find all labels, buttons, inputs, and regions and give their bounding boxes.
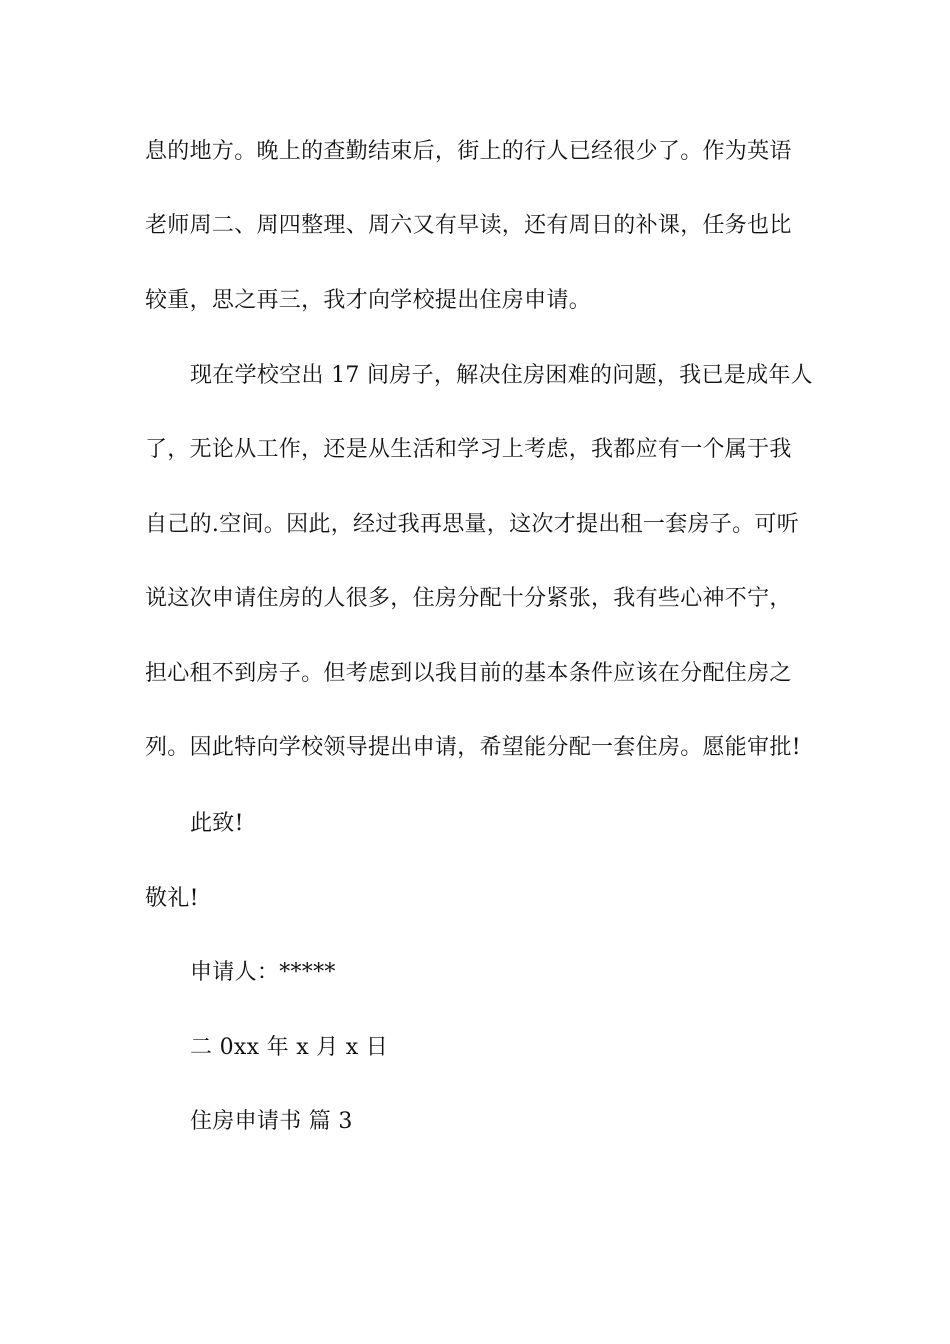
- body-line-3: 较重，思之再三，我才向学校提出住房申请。: [145, 288, 592, 313]
- body-line-9: 列。因此特向学校领导提出申请，希望能分配一套住房。愿能审批!: [145, 735, 801, 760]
- body-line-8: 担心租不到房子。但考虑到以我目前的基本条件应该在分配住房之: [145, 661, 792, 686]
- body-line-1: 息的地方。晚上的查勤结束后，街上的行人已经很少了。作为英语: [145, 139, 792, 164]
- body-line-6: 自己的.空间。因此，经过我再思量，这次才提出租一套房子。可听: [145, 512, 799, 537]
- closing-text: 此致!: [190, 811, 244, 836]
- body-line-5: 了，无论从工作，还是从生活和学习上考虑，我都应有一个属于我: [145, 437, 792, 462]
- applicant-signature: 申请人：*****: [190, 960, 336, 985]
- body-line-7: 说这次申请住房的人很多，住房分配十分紧张，我有些心神不宁，: [145, 586, 792, 611]
- next-section-title: 住房申请书 篇 3: [190, 1109, 353, 1134]
- salute-text: 敬礼!: [145, 886, 199, 911]
- date-line: 二 0xx 年 x 月 x 日: [190, 1035, 389, 1060]
- body-line-2: 老师周二、周四整理、周六又有早读，还有周日的补课，任务也比: [145, 213, 792, 238]
- body-line-4: 现在学校空出 17 间房子，解决住房困难的问题，我已是成年人: [190, 363, 813, 388]
